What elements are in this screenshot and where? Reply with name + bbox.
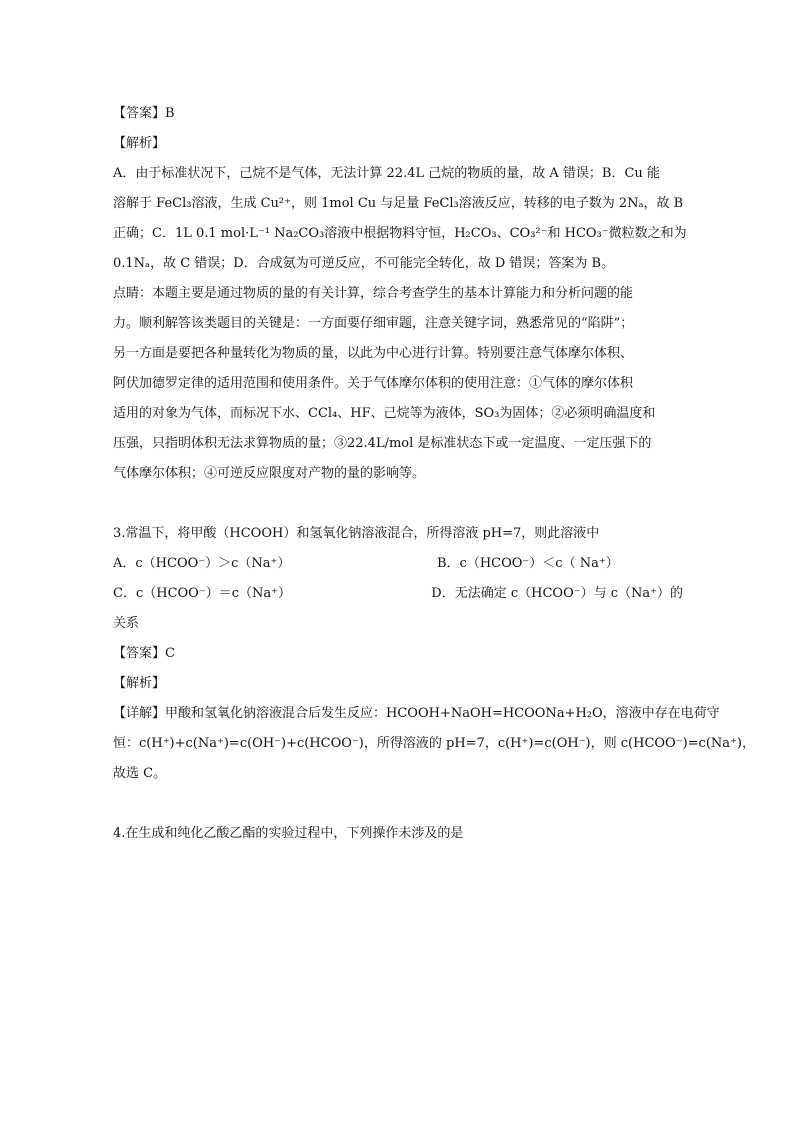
q3-option-a: A．c（HCOO⁻）＞c（Na⁺） — [113, 556, 291, 571]
q2-tip-line: 力。顺利解答该类题目的关键是：一方面要仔细审题，注意关键字词，熟悉常见的“陷阱”； — [113, 316, 634, 331]
q3-detail-line: 恒：c(H⁺)+c(Na⁺)=c(OH⁻)+c(HCOO⁻)，所得溶液的 pH=7，c(H⁺)=c(OH⁻)，则 c(HCOO⁻)=c(Na⁺)， — [113, 736, 755, 751]
q3-options-row-2 — [113, 579, 683, 609]
q2-analysis-label: 【解析】 — [113, 136, 166, 151]
q2-analysis-line: 0.1Nₐ，故 C 错误；D．合成氨为可逆反应，不可能完全转化，故 D 错误；答案为 B。 — [113, 256, 615, 271]
q2-analysis-line: A．由于标准状况下，己烷不是气体，无法计算 22.4L 己烷的物质的量，故 A 错误；B．Cu 能 — [113, 166, 660, 181]
q3-analysis-label: 【解析】 — [113, 676, 166, 691]
q3-detail-line: 故选 C。 — [113, 766, 167, 781]
document-page — [113, 99, 755, 849]
q2-answer: 【答案】B — [113, 106, 175, 121]
q3-option-d: D．无法确定 c（HCOO⁻）与 c（Na⁺）的 — [431, 586, 683, 601]
q3-stem: 3.常温下，将甲酸（HCOOH）和氢氧化钠溶液混合，所得溶液 pH=7，则此溶液中 — [113, 526, 600, 541]
q2-analysis-line: 正确；C．1L 0.1 mol·L⁻¹ Na₂CO₃溶液中根据物料守恒，H₂CO₃、CO₃²⁻和 HCO₃⁻微粒数之和为 — [113, 226, 687, 241]
q2-tip-line: 适用的对象为气体，而标况下水、CCl₄、HF、己烷等为液体，SO₃为固体；②必须明确温度和 — [113, 406, 656, 421]
q2-tip-line: 气体摩尔体积；④可逆反应限度对产物的量的影响等。 — [113, 466, 426, 481]
q3-detail-line: 【详解】甲酸和氢氧化钠溶液混合后发生反应：HCOOH+NaOH=HCOONa+H₂O，溶液中存在电荷守 — [113, 706, 720, 721]
q2-tip-line: 阿伏加德罗定律的适用范围和使用条件。关于气体摩尔体积的使用注意：①气体的摩尔体积 — [113, 376, 634, 391]
q3-options-row-1 — [113, 549, 683, 579]
q3-answer: 【答案】C — [113, 646, 175, 661]
q3-option-c: C．c（HCOO⁻）＝c（Na⁺） — [113, 586, 291, 601]
q3-option-d-continued: 关系 — [113, 616, 140, 631]
q3-option-b: B．c（HCOO⁻）＜c（ Na⁺） — [437, 556, 619, 571]
q2-tip-line: 另一方面是要把各种量转化为物质的量，以此为中心进行计算。特别要注意气体摩尔体积、 — [113, 346, 634, 361]
q4-stem: 4.在生成和纯化乙酸乙酯的实验过程中，下列操作未涉及的是 — [113, 826, 464, 841]
q2-tip-line: 点睛：本题主要是通过物质的量的有关计算，综合考查学生的基本计算能力和分析问题的能 — [113, 286, 634, 301]
spacer — [113, 789, 683, 819]
spacer — [113, 489, 683, 519]
q2-tip-line: 压强，只指明体积无法求算物质的量；③22.4L/mol 是标准状态下或一定温度、一定压强下的 — [113, 436, 652, 451]
q2-analysis-line: 溶解于 FeCl₃溶液，生成 Cu²⁺，则 1mol Cu 与足量 FeCl₃溶液反应，转移的电子数为 2Nₐ，故 B — [113, 196, 684, 211]
